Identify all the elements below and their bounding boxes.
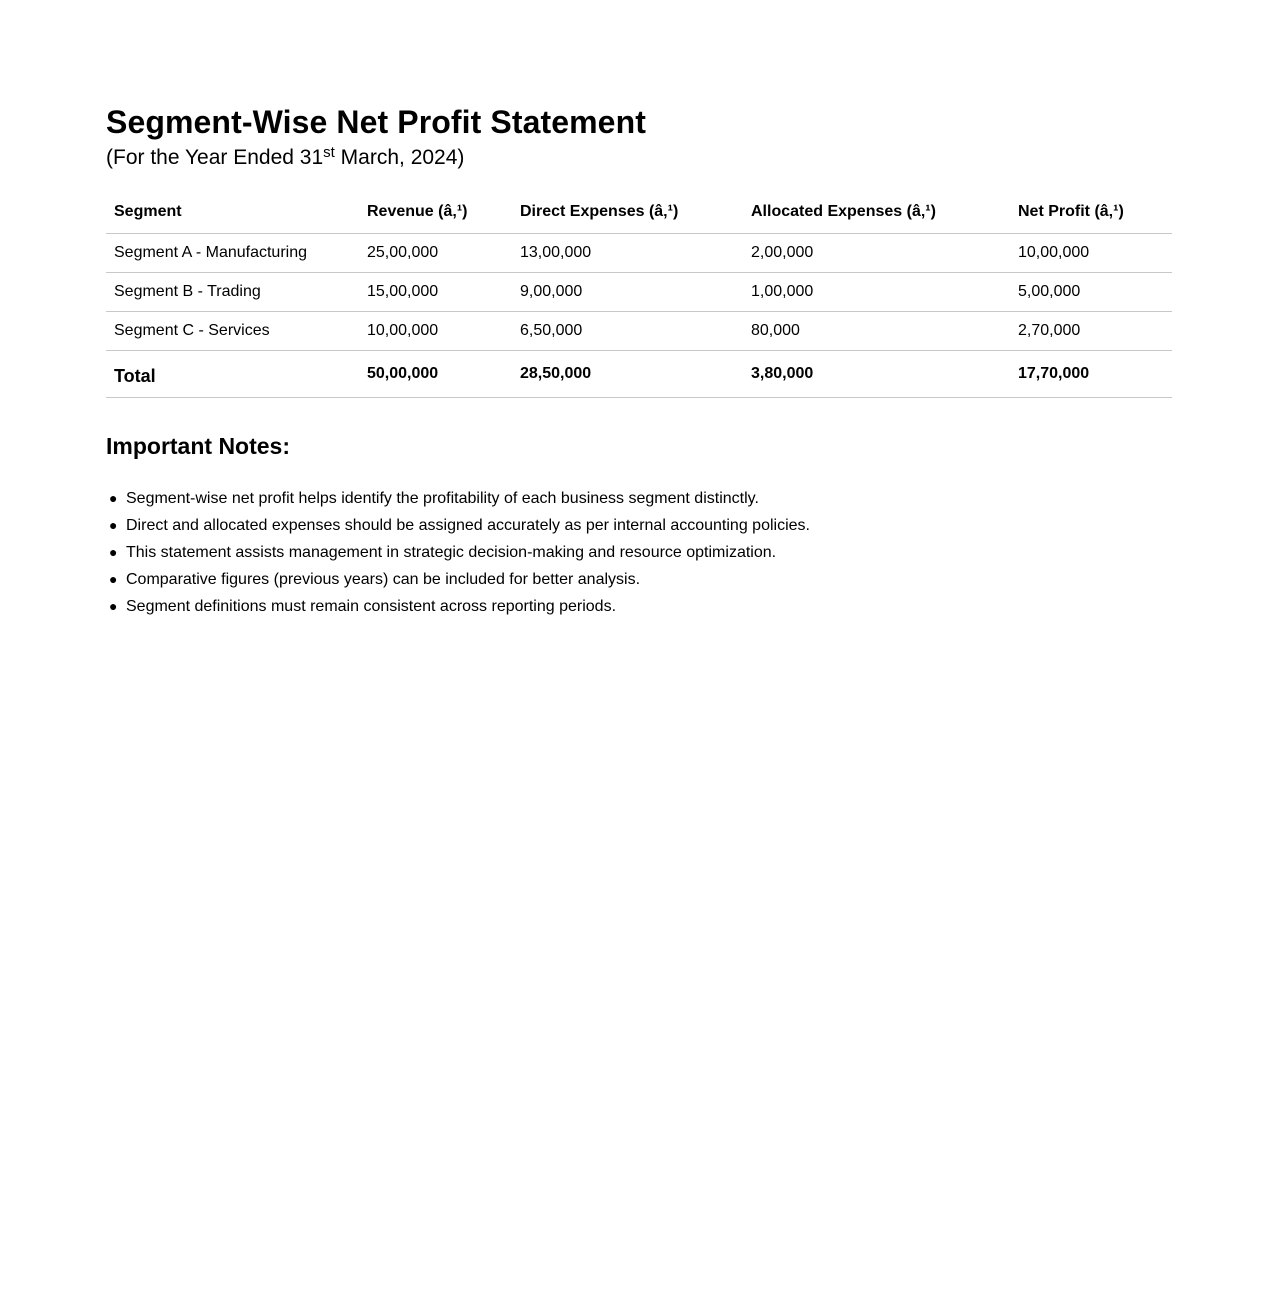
cell-revenue: 25,00,000 bbox=[359, 234, 512, 273]
cell-net-profit: 10,00,000 bbox=[1010, 234, 1172, 273]
note-text: Segment-wise net profit helps identify the profitability of each business segment distinctly. bbox=[126, 490, 759, 507]
header-net-profit: Net Profit (â‚¹) bbox=[1010, 191, 1172, 234]
bullet-icon: ● bbox=[109, 517, 118, 533]
cell-segment: Segment C - Services bbox=[106, 312, 359, 351]
list-item bbox=[109, 566, 1172, 593]
header-direct-expenses: Direct Expenses (â‚¹) bbox=[512, 191, 743, 234]
note-text: This statement assists management in strategic decision-making and resource optimization. bbox=[126, 544, 777, 561]
list-item bbox=[109, 512, 1172, 539]
subtitle-suffix: March, 2024) bbox=[334, 146, 465, 169]
cell-segment: Segment B - Trading bbox=[106, 273, 359, 312]
cell-revenue: 10,00,000 bbox=[359, 312, 512, 351]
notes-heading: Important Notes: bbox=[106, 433, 290, 459]
page-subtitle bbox=[106, 145, 1172, 171]
total-direct-expenses: 28,50,000 bbox=[512, 351, 743, 398]
table-header-row bbox=[106, 191, 1172, 234]
segment-profit-table bbox=[106, 191, 1172, 398]
header-allocated-expenses: Allocated Expenses (â‚¹) bbox=[743, 191, 1010, 234]
note-text: Direct and allocated expenses should be assigned accurately as per internal accounting policies. bbox=[126, 517, 810, 534]
page-title: Segment-Wise Net Profit Statement bbox=[106, 104, 646, 140]
cell-segment: Segment A - Manufacturing bbox=[106, 234, 359, 273]
bullet-icon: ● bbox=[109, 544, 118, 560]
cell-allocated-expenses: 80,000 bbox=[743, 312, 1010, 351]
cell-direct-expenses: 6,50,000 bbox=[512, 312, 743, 351]
cell-direct-expenses: 13,00,000 bbox=[512, 234, 743, 273]
header-segment: Segment bbox=[106, 191, 359, 234]
note-text: Segment definitions must remain consistent across reporting periods. bbox=[126, 598, 617, 615]
cell-allocated-expenses: 1,00,000 bbox=[743, 273, 1010, 312]
table-row bbox=[106, 312, 1172, 351]
table-total-row bbox=[106, 351, 1172, 398]
table-row bbox=[106, 273, 1172, 312]
cell-allocated-expenses: 2,00,000 bbox=[743, 234, 1010, 273]
list-item bbox=[109, 593, 1172, 620]
list-item bbox=[109, 485, 1172, 512]
cell-direct-expenses: 9,00,000 bbox=[512, 273, 743, 312]
header-revenue: Revenue (â‚¹) bbox=[359, 191, 512, 234]
bullet-icon: ● bbox=[109, 490, 118, 506]
cell-revenue: 15,00,000 bbox=[359, 273, 512, 312]
total-label: Total bbox=[106, 351, 359, 398]
total-revenue: 50,00,000 bbox=[359, 351, 512, 398]
subtitle-prefix: (For the Year Ended 31 bbox=[106, 146, 324, 169]
total-allocated-expenses: 3,80,000 bbox=[743, 351, 1010, 398]
total-net-profit: 17,70,000 bbox=[1010, 351, 1172, 398]
cell-net-profit: 5,00,000 bbox=[1010, 273, 1172, 312]
document-content bbox=[106, 103, 1172, 620]
table-row bbox=[106, 234, 1172, 273]
notes-list bbox=[106, 485, 1172, 620]
note-text: Comparative figures (previous years) can be included for better analysis. bbox=[126, 571, 641, 588]
bullet-icon: ● bbox=[109, 598, 118, 614]
bullet-icon: ● bbox=[109, 571, 118, 587]
cell-net-profit: 2,70,000 bbox=[1010, 312, 1172, 351]
subtitle-superscript: st bbox=[323, 144, 335, 161]
list-item bbox=[109, 539, 1172, 566]
